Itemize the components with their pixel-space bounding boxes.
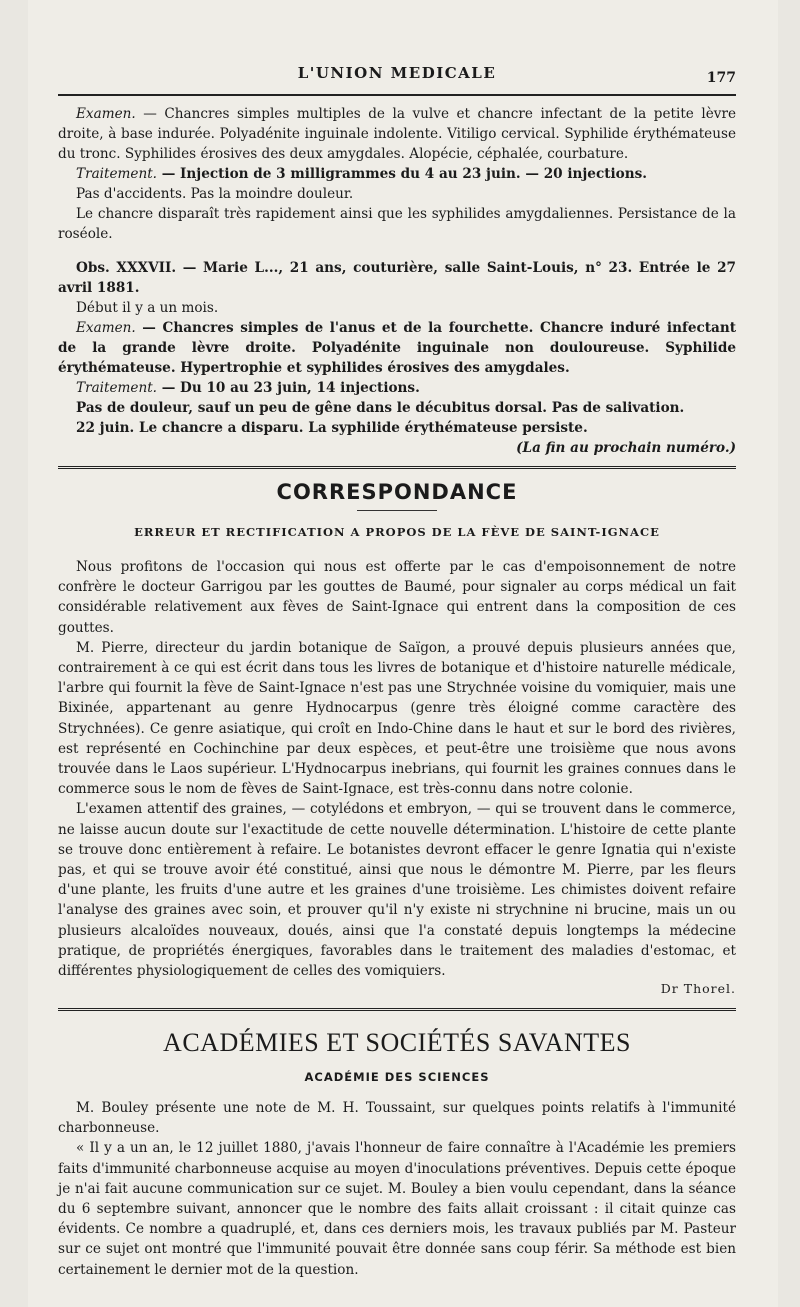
examen-label: Examen. <box>76 106 136 122</box>
paragraph: « Il y a un an, le 12 juillet 1880, j'avais l'honneur de faire connaître à l'Académie les premiers faits d'immunité charbonneuse acquise au moyen d'inoculations préventives. Depuis cette époque je n'ai fait aucune communication sur ce sujet. M. Bouley a bien voulu cependant, dans la séance du 6 septembre suivant, annoncer que le nombre des faits allait croissant : il citait quinze cas évidents. Ce nombre a quadruplé, et, dans ces derniers mois, les travaux publiés par M. Pasteur sur ce sujet ont montré que l'immunité pouvait être donnée sans coup férir. Sa méthode est bien certainement le dernier mot de la question. <box>58 1140 736 1278</box>
section-title: CORRESPONDANCE <box>276 480 518 504</box>
page-header <box>58 58 736 86</box>
accidents-line: Pas d'accidents. Pas la moindre douleur. <box>76 186 354 202</box>
academies-section <box>58 1028 736 1280</box>
observation-37 <box>58 258 736 458</box>
paragraph: Nous profitons de l'occasion qui nous est offerte par le cas d'empoisonnement de notre confrère le docteur Garrigou par les gouttes de Baumé, pour signaler au corps médical un fait considérable relativement aux fèves de Saint-Ignace qui entrent dans la composition de ces gouttes. <box>58 559 736 636</box>
examen-text: — Chancres simples multiples de la vulve et chancre infectant de la petite lèvre droite, à base indurée. Polyadénite inguinale indolente. Vitiligo cervical. Syphilide érythémateuse du tronc. Syphilides érosives des deux amygdales. Alopécie, céphalée, courbature. <box>58 106 736 162</box>
paragraph: L'examen attentif des graines, — cotylédons et embryon, — qui se trouvent dans le commerce, ne laisse aucun doute sur l'exactitude de cette nouvelle détermination. L'histoire de cette plante se trouve donc entièrement à refaire. Le botanistes devront effacer le genre Ignatia qui n'existe pas, et qui se trouve avoir été constitué, ainsi que nous le démontre M. Pierre, par les fleurs d'une plante, les fruits d'une autre et les graines d'une troisième. Les chimistes doivent refaire l'analyse des graines avec soin, et prouver qu'il n'y existe ni strychnine ni brucine, mais un ou plusieurs alcaloïdes nouveaux, doués, ainsi que l'a constaté depuis longtemps la médecine pratique, de propriétés énergiques, favorables dans le traitement des maladies d'estomac, et différentes physiologiquement de celles des vomiquiers. <box>58 801 736 980</box>
juin-line: 22 juin. Le chancre a disparu. La syphilide érythémateuse persiste. <box>76 420 588 436</box>
examen-label: Examen. <box>76 320 136 336</box>
running-title: L'UNION MEDICALE <box>297 64 497 82</box>
title-rule <box>357 510 437 511</box>
traitement-text: — Injection de 3 milligrammes du 4 au 23 juin. — 20 injections. <box>157 166 648 182</box>
section-subtitle: ACADÉMIE DES SCIENCES <box>304 1070 490 1084</box>
to-be-continued: (La fin au prochain numéro.) <box>516 440 736 456</box>
obs-heading: Obs. XXXVII. — Marie L..., 21 ans, couturière, salle Saint-Louis, n° 23. Entrée le 27 avril 1881. <box>58 260 736 296</box>
douleur-line: Pas de douleur, sauf un peu de gêne dans le décubitus dorsal. Pas de salivation. <box>76 400 685 416</box>
observation-continued <box>58 104 736 244</box>
chancre-line: Le chancre disparaît très rapidement ainsi que les syphilides amygdaliennes. Persistance de la roséole. <box>58 206 736 242</box>
section-subtitle: ERREUR ET RECTIFICATION A PROPOS DE LA FÈVE DE SAINT-IGNACE <box>134 525 660 539</box>
correspondance-section <box>58 480 736 996</box>
paragraph: M. Pierre, directeur du jardin botanique de Saïgon, a prouvé depuis plusieurs années que, contrairement à ce qui est écrit dans tous les livres de botanique et d'histoire naturelle médicale, l'arbre qui fournit la fève de Saint-Ignace n'est pas une Strychnée voisine du vomiquier, mais une Bixinée, appartenant au genre Hydnocarpus (genre très éloigné comme caractère des Strychnées). Ce genre asiatique, qui croît en Indo-Chine dans le haut et sur le bord des rivières, est représenté en Cochinchine par deux espèces, et peut-être une troisième que nous avons trouvée dans le Laos supérieur. L'Hydnocarpus inebrians, qui fournit les graines connues dans le commerce sous le nom de fèves de Saint-Ignace, est très-connu dans notre colonie. <box>58 639 736 798</box>
signature: Dr Thorel. <box>660 981 736 997</box>
section-rule <box>58 466 736 469</box>
traitement-label: Traitement. <box>76 380 157 396</box>
page-number: 177 <box>706 70 736 86</box>
examen-text: — Chancres simples de l'anus et de la fourchette. Chancre induré infectant de la grande lèvre droite. Polyadénite inguinale non douloureuse. Syphilide érythémateuse. Hypertrophie et syphilides érosives des amygdales. <box>58 320 736 376</box>
paragraph: M. Bouley présente une note de M. H. Toussaint, sur quelques points relatifs à l'immunité charbonneuse. <box>58 1100 736 1137</box>
debut-line: Début il y a un mois. <box>76 300 219 316</box>
traitement-text: — Du 10 au 23 juin, 14 injections. <box>157 380 420 396</box>
section-rule <box>58 1008 736 1011</box>
journal-page <box>28 0 778 1307</box>
header-rule <box>58 94 736 96</box>
traitement-label: Traitement. <box>76 166 157 182</box>
section-title: ACADÉMIES ET SOCIÉTÉS SAVANTES <box>163 1028 631 1057</box>
